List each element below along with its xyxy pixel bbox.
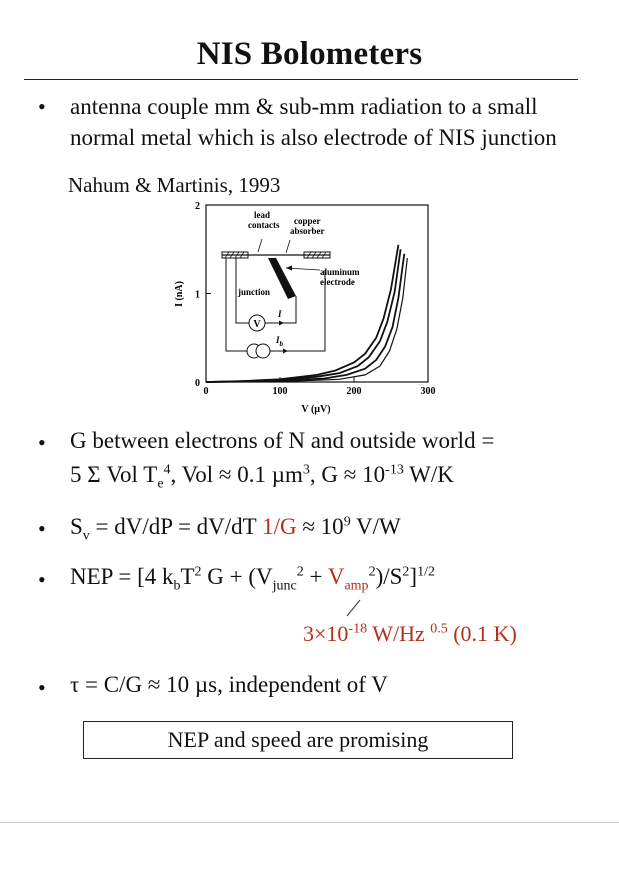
bullet-2-line-2: 5 Σ Vol $T_e^4$, Vol ≈ 0.1 µm$^3$, $G \approx 10^{-13}$ W/K: [70, 462, 454, 492]
page-bottom-edge: [0, 822, 619, 823]
aluminum-electrode: [268, 258, 296, 299]
x-tick-label: 300: [420, 386, 436, 397]
bullet-dot: •: [38, 430, 46, 455]
label-electrode: electrode: [320, 277, 355, 287]
nis-schematic: [222, 210, 360, 358]
bullet-dot: •: [38, 94, 46, 119]
y-tick-label: 1: [195, 289, 200, 301]
y-tick-label: 2: [195, 201, 200, 212]
bias-current-label: $I_b$: [276, 335, 284, 348]
bullet-dot: •: [38, 516, 46, 541]
inverse-g-highlight: 1/G: [262, 514, 297, 539]
bullet-dot: •: [38, 675, 46, 700]
y-axis-label: I (nA): [174, 281, 185, 307]
label-aluminum: aluminum: [320, 267, 360, 277]
conclusion-box: NEP and speed are promising: [83, 721, 513, 759]
citation: Nahum & Martinis, 1993: [68, 173, 281, 197]
slide-title: NIS Bolometers: [196, 36, 423, 72]
bullet-1-line-2: normal metal which is also electrode of NIS junction: [70, 125, 557, 150]
label-absorber: absorber: [290, 226, 325, 236]
bullet-1-line-1: antenna couple mm & sub-mm radiation to a small: [70, 94, 538, 119]
annotation-pointer: [340, 597, 370, 619]
x-tick-label: 0: [203, 386, 209, 397]
amplifier-noise-highlight: $V_{amp}$: [327, 564, 369, 594]
voltmeter-label: V: [253, 319, 261, 330]
bullet-dot: •: [38, 567, 46, 592]
current-source-right: [256, 344, 270, 358]
bullet-3-text: $S_v = dV/dP = dV/dT$ $1/G \approx 10^9$ V/W: [70, 514, 401, 544]
bullet-5-text: τ = C/G ≈ 10 µs, independent of V: [70, 672, 388, 697]
x-axis-label: V (µV): [301, 404, 331, 415]
label-copper: copper: [294, 216, 321, 226]
bullet-4-nep-equation: NEP = [4 $k_bT^2$ $G + (V_{junc}^2 + V_{amp}^2)/S^2]^{1/2}$: [70, 564, 435, 594]
x-tick-label: 200: [346, 386, 362, 397]
title-rule: [24, 79, 578, 80]
current-label: I: [278, 309, 282, 319]
x-tick-label: 100: [272, 386, 288, 397]
iv-curve-chart: [170, 196, 450, 418]
nep-value-annotation: $3\times 10^{-18}$ W/Hz $^{0.5}$ (0.1 K): [303, 621, 517, 646]
bullet-2-line-1: G between electrons of N and outside world =: [70, 428, 495, 453]
label-contacts: contacts: [248, 220, 280, 230]
label-lead: lead: [254, 210, 271, 220]
label-junction: junction: [238, 287, 271, 297]
iv-curve-1: [206, 245, 398, 382]
y-tick-label: 0: [195, 378, 200, 389]
